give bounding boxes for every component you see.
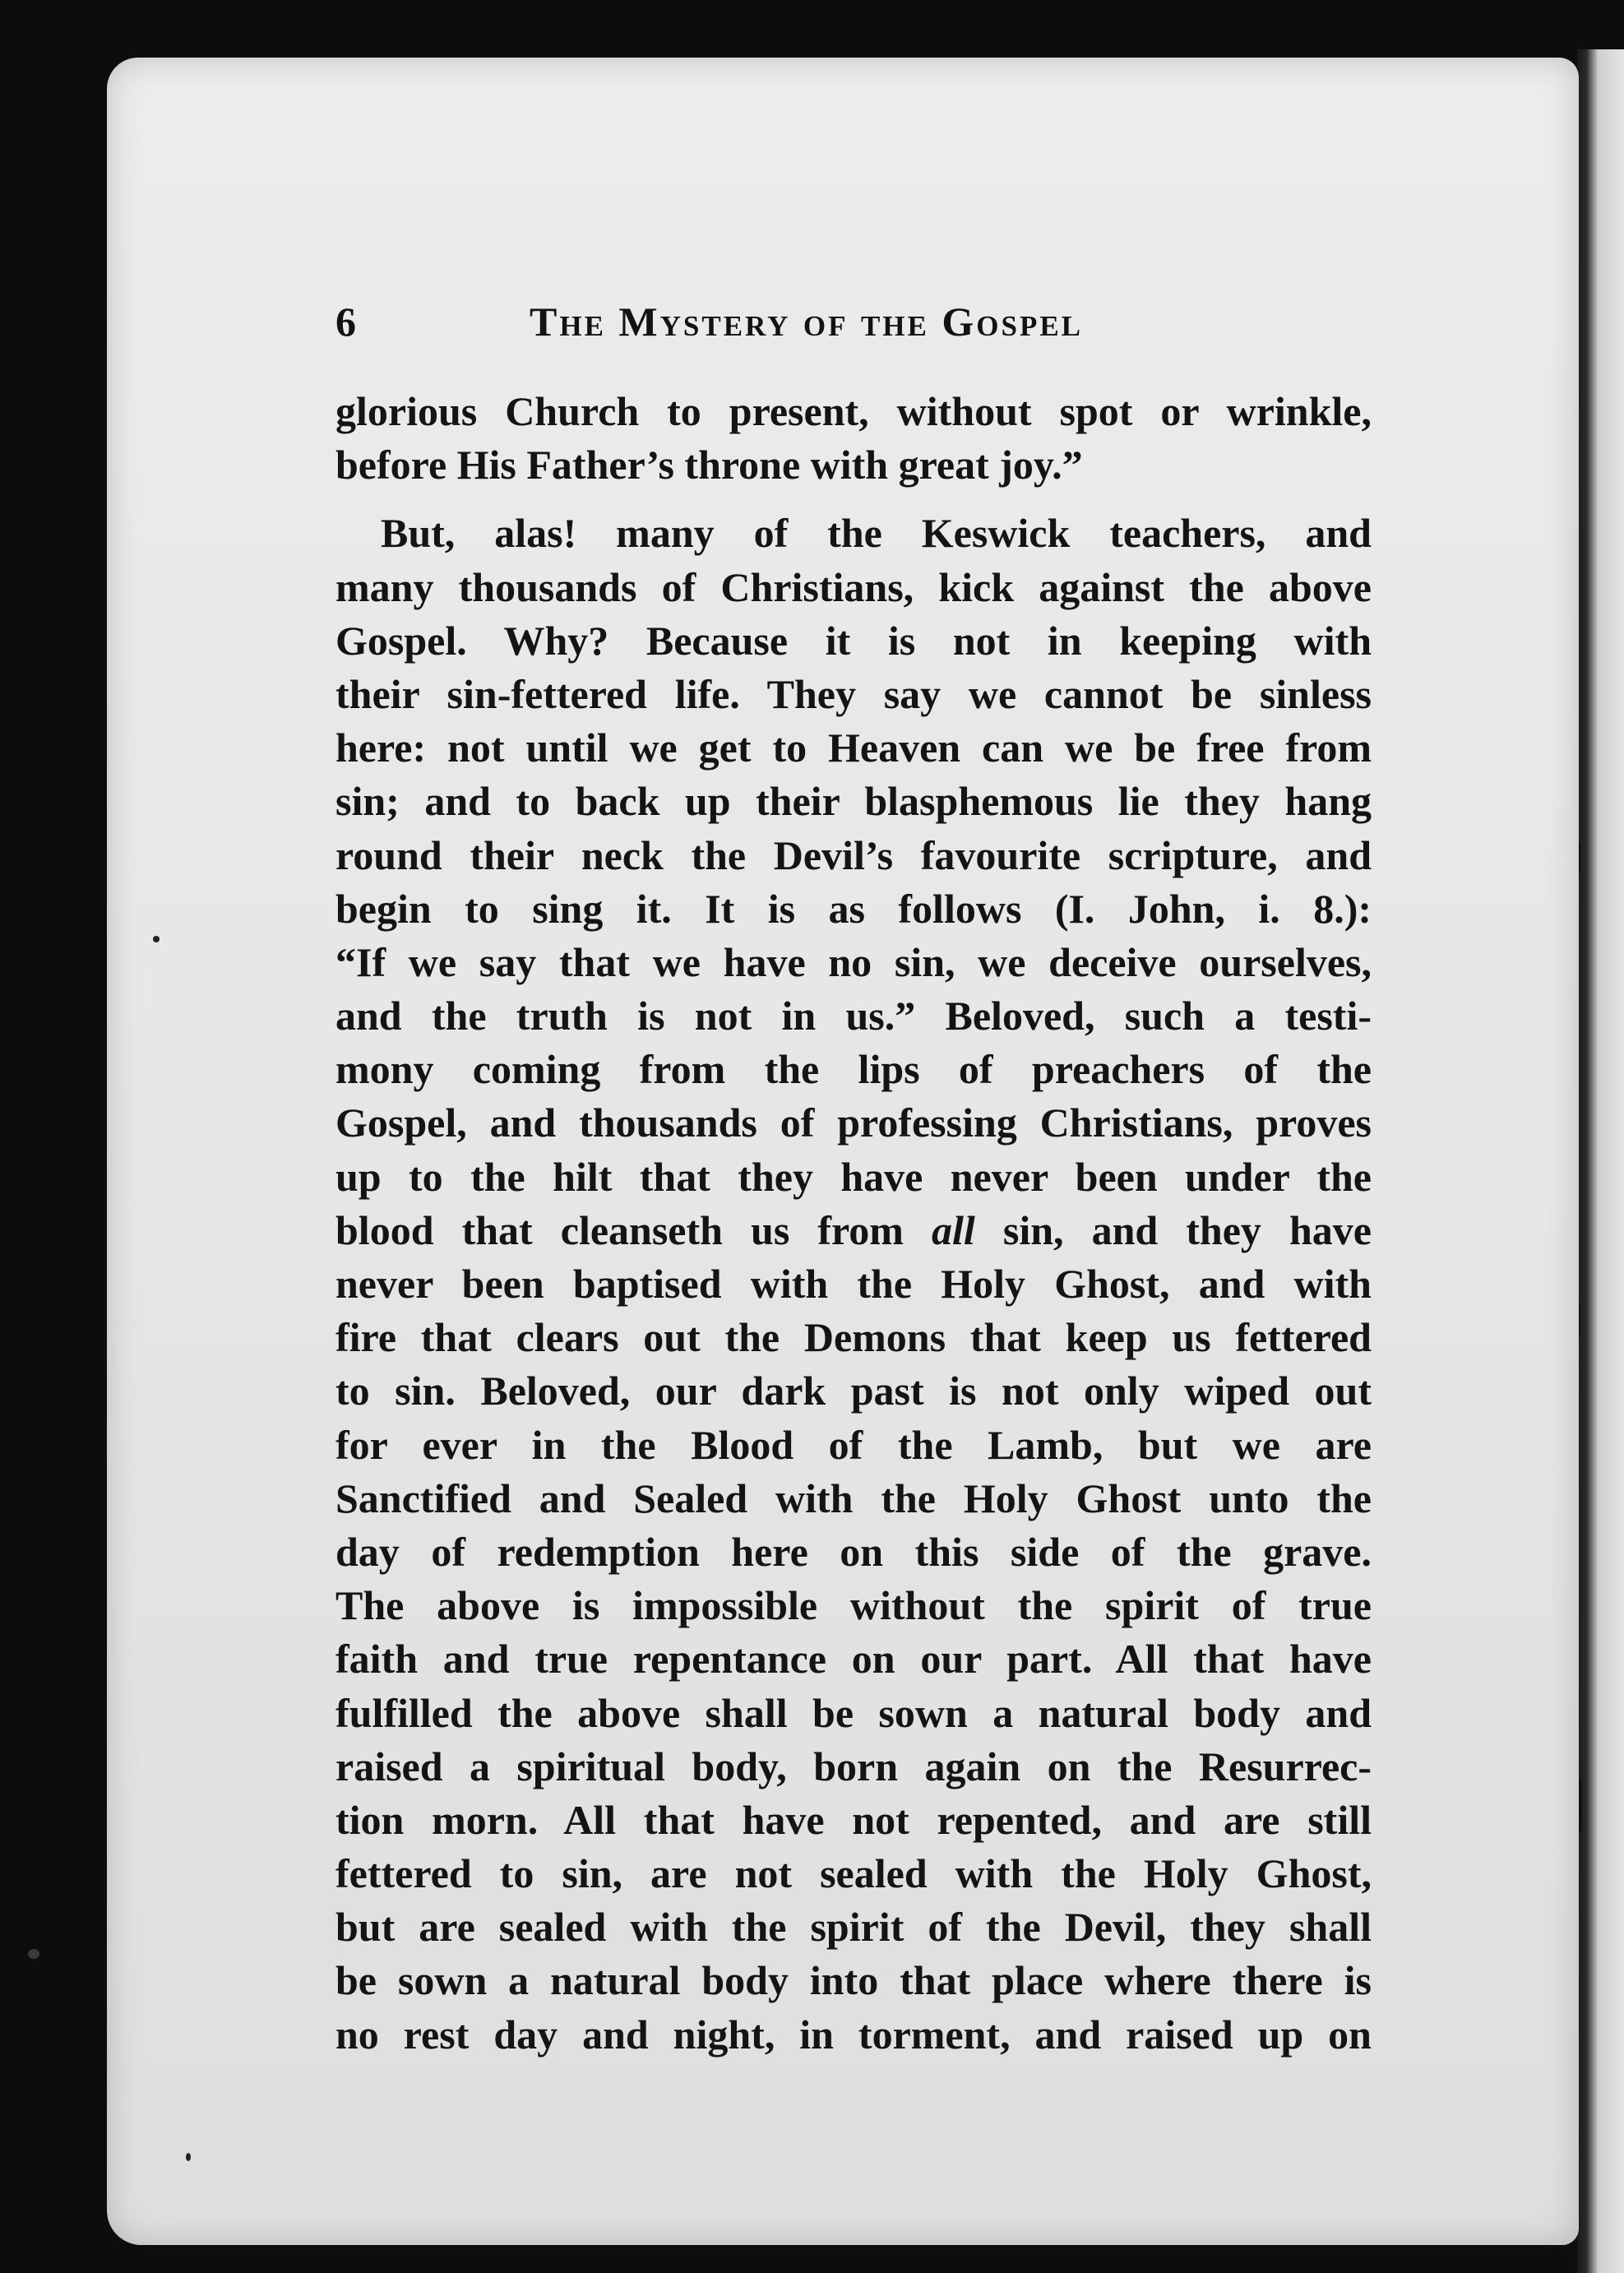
text-line: fettered to sin, are not sealed with the Holy Ghost, xyxy=(335,1850,1372,1897)
text-line: many thousands of Christians, kick against the above xyxy=(335,563,1372,610)
text-line: raised a spiritual body, born again on the Resurrec- xyxy=(335,1743,1372,1789)
text-line: begin to sing it. It is as follows (I. John, i. 8.): xyxy=(335,885,1372,932)
text-line: blood that cleanseth us from all sin, and they have xyxy=(335,1206,1372,1253)
text-line: glorious Church to present, without spot or wrinkle, xyxy=(335,388,1372,434)
body-text xyxy=(335,385,1372,2062)
text-line: be sown a natural body into that place where there is xyxy=(335,1957,1372,2004)
scan-speck xyxy=(153,936,160,942)
adjacent-page-edge xyxy=(1577,49,1624,2273)
paragraph xyxy=(335,385,1372,492)
text-line: for ever in the Blood of the Lamb, but we are xyxy=(335,1421,1372,1468)
text-line: sin; and to back up their blasphemous lie they hang xyxy=(335,778,1372,825)
text-line: up to the hilt that they have never been under the xyxy=(335,1153,1372,1200)
text-line: Gospel. Why? Because it is not in keeping with xyxy=(335,617,1372,664)
text-line: their sin-fettered life. They say we cannot be sinless xyxy=(335,670,1372,717)
text-line: no rest day and night, in torment, and raised up on xyxy=(335,2011,1372,2058)
text-line: and the truth is not in us.” Beloved, such a testi- xyxy=(335,993,1372,1039)
text-line: day of redemption here on this side of the grave. xyxy=(335,1528,1372,1575)
text-line: round their neck the Devil’s favourite scripture, and xyxy=(335,831,1372,878)
text-line: But, alas! many of the Keswick teachers, and xyxy=(381,510,1372,557)
scan-speck xyxy=(186,2153,191,2161)
text-line: mony coming from the lips of preachers of the xyxy=(335,1046,1372,1093)
text-line: before His Father’s throne with great joy.” xyxy=(335,442,1083,488)
text-line: Gospel, and thousands of professing Christians, proves xyxy=(335,1099,1372,1146)
text-line: The above is impossible without the spirit of true xyxy=(335,1582,1372,1629)
text-line: fire that clears out the Demons that keep us fettered xyxy=(335,1314,1372,1361)
scan-speck xyxy=(28,1949,39,1959)
text-line: faith and true repentance on our part. All that have xyxy=(335,1636,1372,1683)
running-title: The Mystery of the Gospel xyxy=(530,299,1084,345)
text-line: “If we say that we have no sin, we deceive ourselves, xyxy=(335,938,1372,985)
page-number: 6 xyxy=(335,299,356,345)
text-line: here: not until we get to Heaven can we be free from xyxy=(335,724,1372,771)
text-line: to sin. Beloved, our dark past is not only wiped out xyxy=(335,1368,1372,1414)
emphasis: all xyxy=(932,1206,975,1253)
text-line: tion morn. All that have not repented, and are still xyxy=(335,1796,1372,1843)
text-line: but are sealed with the spirit of the Devil, they shall xyxy=(335,1904,1372,1951)
page-header xyxy=(335,298,1372,355)
text-line: never been baptised with the Holy Ghost, and with xyxy=(335,1261,1372,1307)
text-line: fulfilled the above shall be sown a natural body and xyxy=(335,1689,1372,1736)
paragraph xyxy=(335,507,1372,2061)
text-line: Sanctified and Sealed with the Holy Ghost unto the xyxy=(335,1474,1372,1521)
